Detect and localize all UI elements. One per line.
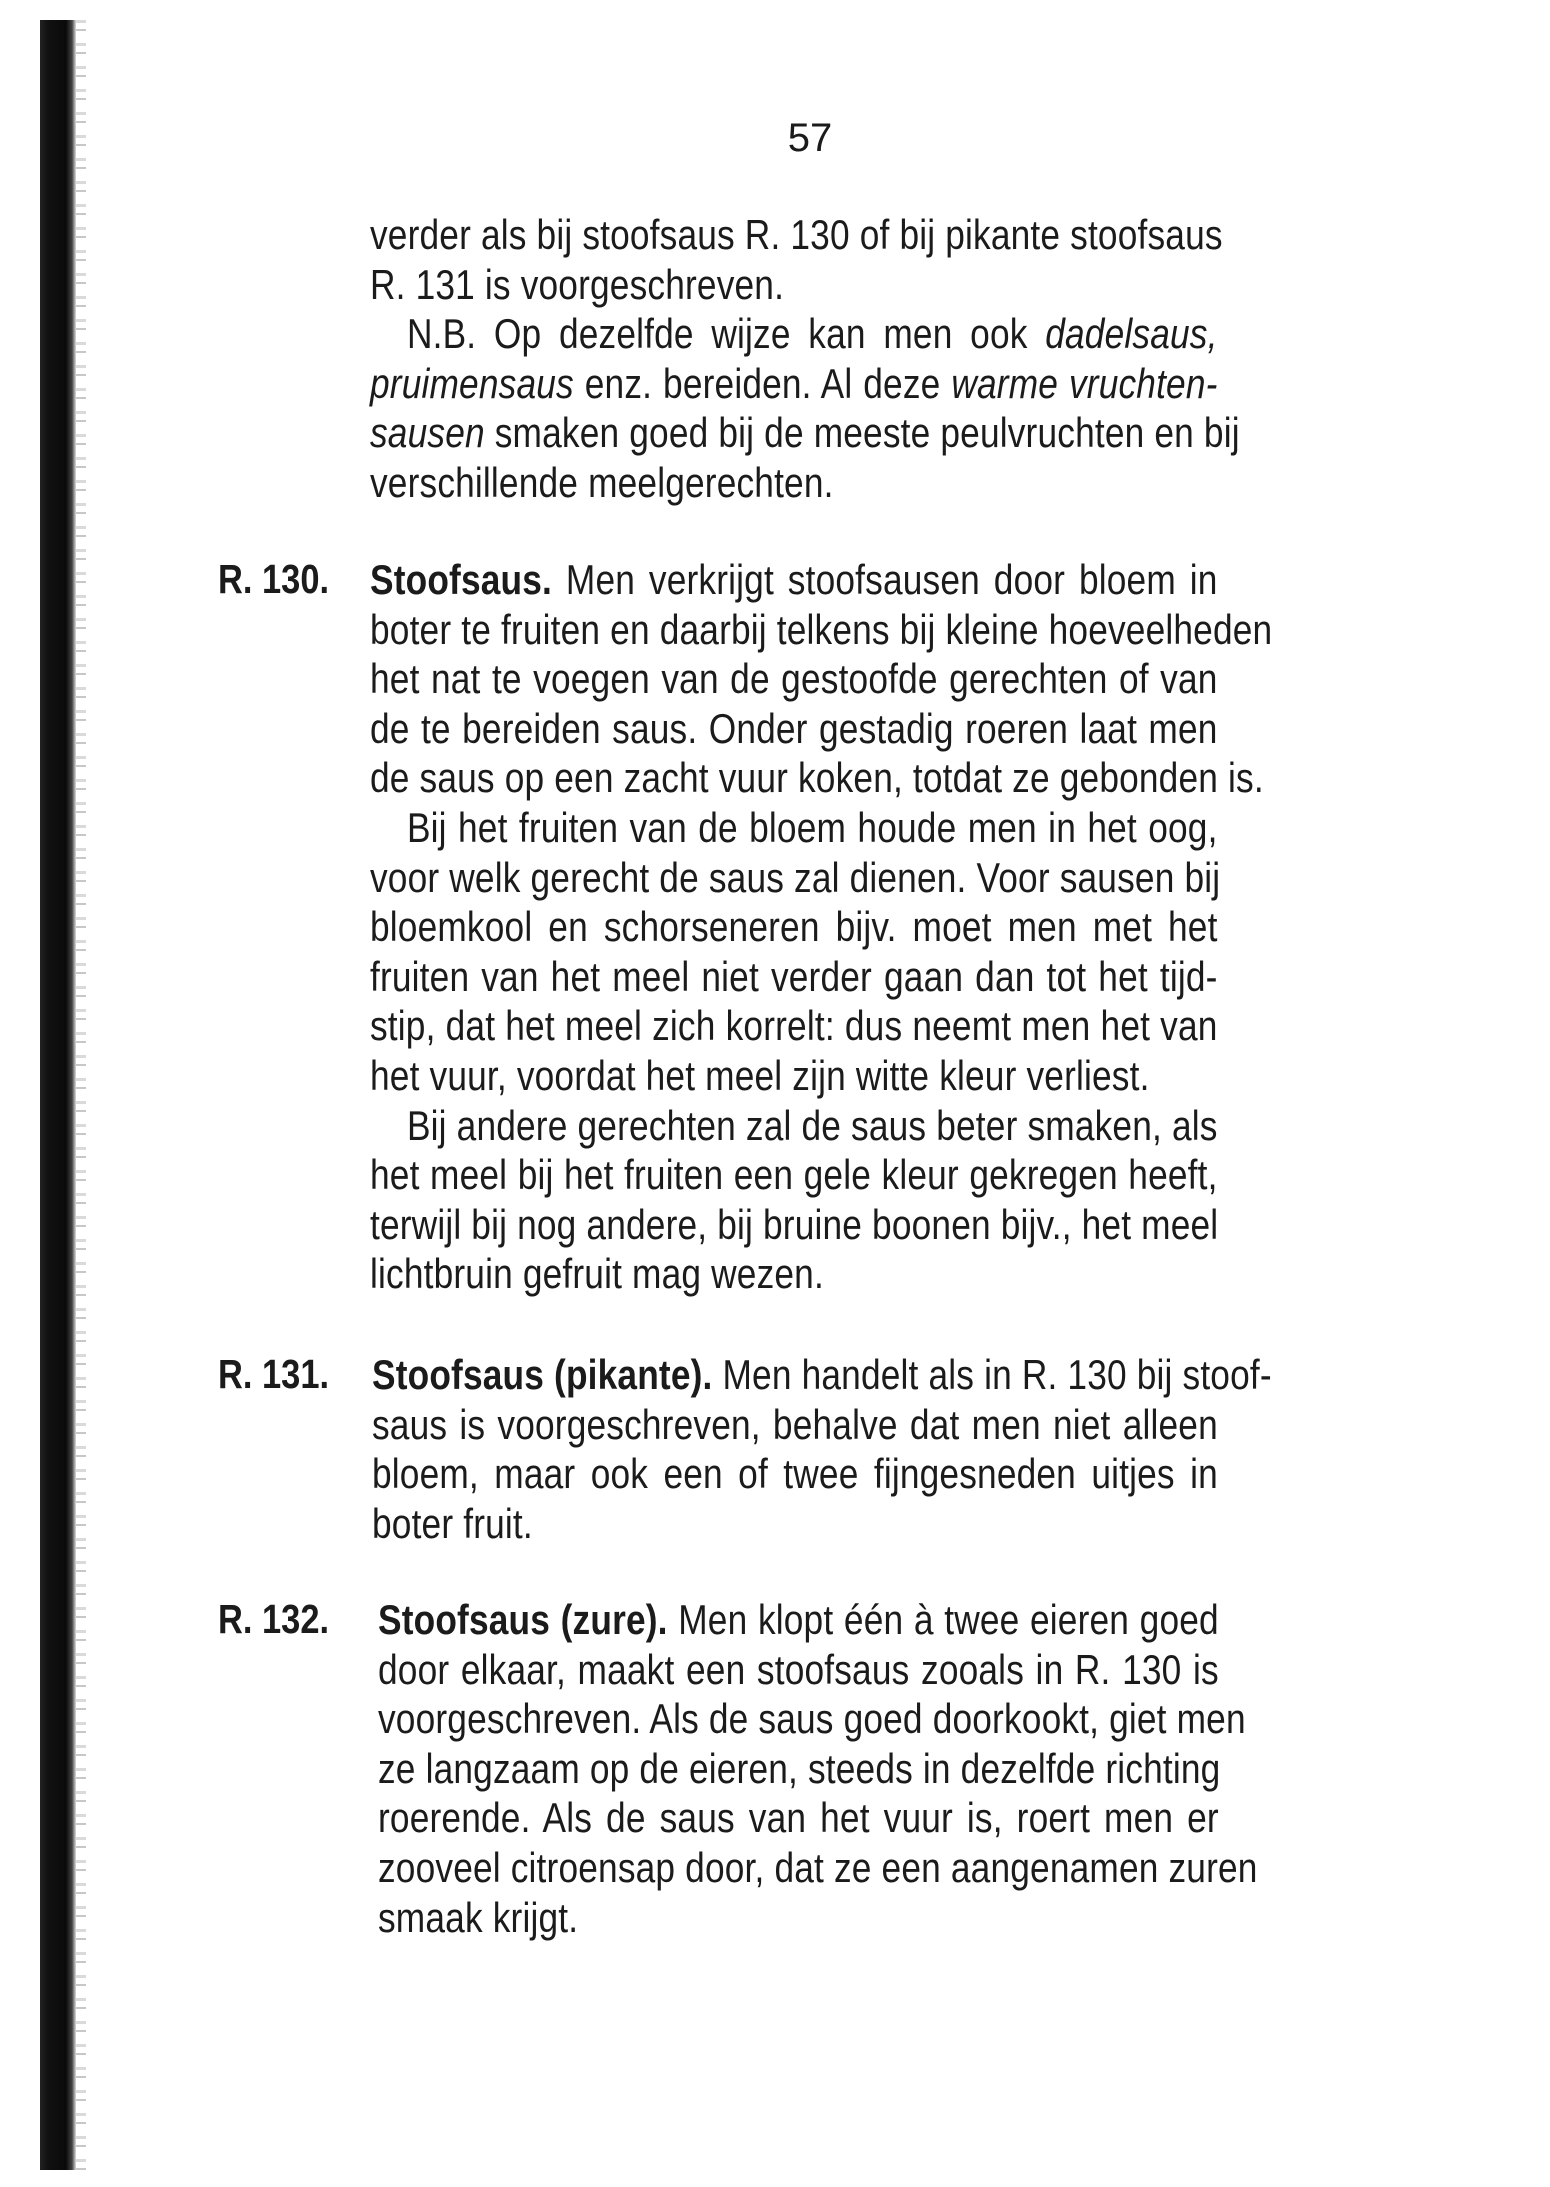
text-line: door elkaar, maakt een stoofsaus zooals in R. 130 is [378,1645,1219,1693]
text-line: lichtbruin gefruit mag wezen. [370,1250,824,1298]
book-binding-edge [40,20,76,2170]
text-line: voor welk gerecht de saus zal dienen. Voor sausen bij [370,853,1221,901]
recipe-number: R. 130. [218,556,330,602]
recipe-131 [372,1350,1272,1548]
recipe-title: Stoofsaus. [370,556,553,603]
text-line: terwijl bij nog andere, bij bruine boonen bijv., het meel [370,1200,1219,1248]
recipe-132 [378,1595,1258,1942]
text-line: boter te fruiten en daarbij telkens bij kleine hoeveelheden [370,605,1273,653]
recipe-title: Stoofsaus (zure). [378,1596,668,1643]
text-line: R. 131 is voorgeschreven. [370,260,785,308]
nb-line: sausen smaken goed bij de meeste peulvruchten en bij [370,409,1240,457]
text-line: zooveel citroensap door, dat ze een aangenamen zuren [378,1843,1258,1891]
binding-shadow [76,20,86,2170]
text-line: Bij het fruiten van de bloem houde men in het oog, [406,803,1218,851]
text-line: het vuur, voordat het meel zijn witte kleur verliest. [370,1051,1150,1099]
text-line: roerende. Als de saus van het vuur is, roert men er [378,1794,1219,1842]
recipe-first-line: Stoofsaus (zure). Men klopt één à twee eieren goed [378,1596,1219,1643]
recipe-title: Stoofsaus (pikante). [372,1351,713,1398]
text-line: voorgeschreven. Als de saus goed doorkookt, giet men [378,1695,1246,1743]
text-line: boter fruit. [372,1499,533,1547]
text-line: bloemkool en schorseneren bijv. moet men met het [370,903,1218,951]
intro-block [370,210,1240,508]
text-line: het meel bij het fruiten een gele kleur gekregen heeft, [370,1151,1218,1199]
text-line: verder als bij stoofsaus R. 130 of bij pikante stoofsaus [370,211,1223,258]
text-line: smaak krijgt. [378,1893,579,1941]
text-line: Bij andere gerechten zal de saus beter smaken, als [406,1101,1218,1149]
text-line: saus is voorgeschreven, behalve dat men niet alleen [372,1400,1218,1448]
nb-line: N.B. Op dezelfde wijze kan men ook dadelsaus, [406,310,1218,358]
text-line: de saus op een zacht vuur koken, totdat ze gebonden is. [370,754,1264,802]
recipe-number: R. 132. [218,1596,330,1642]
recipe-130 [370,555,1273,1299]
text-line: bloem, maar ook een of twee fijngesneden uitjes in [372,1450,1218,1498]
text-line: het nat te voegen van de gestoofde gerechten of van [370,655,1218,703]
text-line: fruiten van het meel niet verder gaan dan tot het tijd- [370,952,1218,1000]
text-line: stip, dat het meel zich korrelt: dus neemt men het van [370,1002,1218,1050]
recipe-number: R. 131. [218,1351,330,1397]
recipe-first-line: Stoofsaus (pikante). Men handelt als in R. 130 bij stoof- [372,1351,1272,1398]
text-line: de te bereiden saus. Onder gestadig roeren laat men [370,704,1218,752]
nb-line: pruimensaus enz. bereiden. Al deze warme vruchten- [370,359,1218,407]
nb-line: verschillende meelgerechten. [370,458,834,506]
text-line: ze langzaam op de eieren, steeds in dezelfde richting [378,1744,1221,1792]
page-number: 57 [787,116,833,160]
recipe-first-line: Stoofsaus. Men verkrijgt stoofsausen door bloem in [370,556,1218,603]
